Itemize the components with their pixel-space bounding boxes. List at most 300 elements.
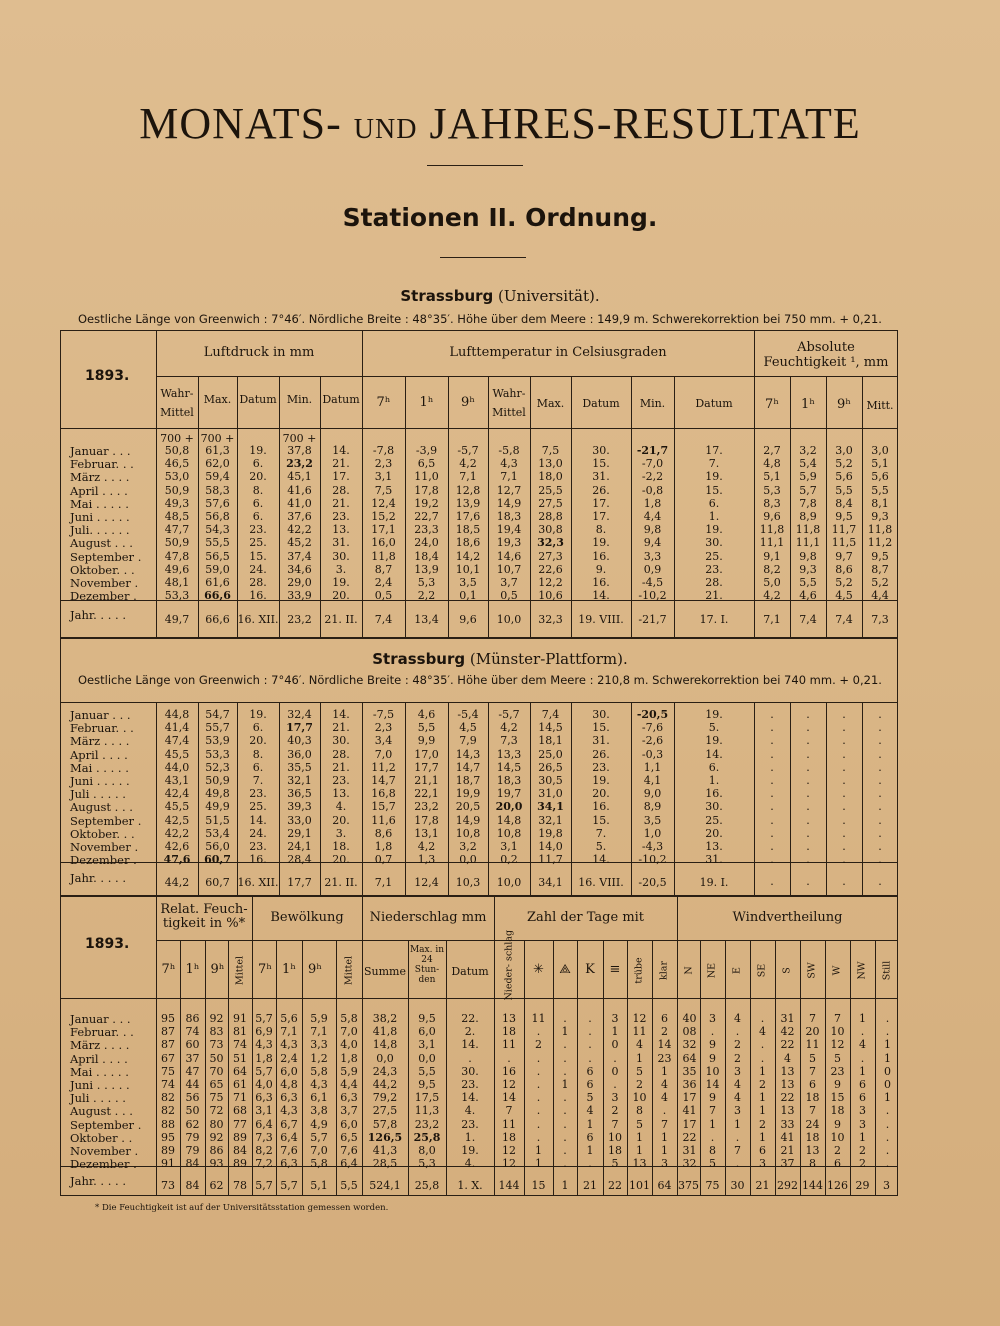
empty-cell: .: [806, 721, 810, 735]
tage-schnee: 11: [531, 1012, 546, 1025]
temp-max: 18,1: [538, 734, 563, 748]
tage-nieder: 7: [505, 1104, 513, 1118]
tage-nieder: 14: [502, 1091, 516, 1105]
tage-nieder: 18: [502, 1025, 516, 1039]
month-label: November .: [70, 840, 139, 854]
relat-mittel: 84: [233, 1144, 247, 1157]
temp-datum-max: 31.: [592, 734, 610, 748]
temp-7h: 2,3: [374, 457, 393, 471]
temp-1h: 17,8: [414, 813, 439, 827]
temp-datum-min: 6.: [708, 760, 720, 774]
temp-datum-max: 14.: [592, 853, 610, 867]
temp-datum-max: 5.: [595, 840, 607, 853]
nied-max: 8,0: [418, 1144, 436, 1157]
nied-datum: 23.: [461, 1117, 479, 1131]
temp-max: 11,7: [538, 853, 563, 867]
tage-hagel: 1: [561, 1025, 569, 1039]
year-value: 64: [657, 1179, 672, 1192]
tage-truebe: 12: [632, 1012, 647, 1025]
wind-w: 12: [830, 1038, 845, 1052]
temp-9h: 7,9: [459, 734, 477, 748]
wind-sw: 13: [805, 1144, 820, 1157]
luftdruck-min: 39,3: [287, 800, 312, 814]
year-value: 73: [161, 1179, 175, 1192]
luftdruck-min: 45,2: [287, 536, 312, 550]
feucht-1h: 9,8: [799, 549, 817, 563]
header-hour: 9ʰ: [210, 962, 225, 977]
tage-nebel: .: [613, 1078, 617, 1091]
bew-1h: 7,1: [280, 1025, 298, 1039]
bew-mittel: 6,0: [340, 1117, 358, 1131]
relat-1h: 84: [185, 1157, 200, 1171]
wind-nw: 6: [859, 1091, 866, 1105]
tage-gewitter: .: [588, 1012, 592, 1025]
bew-mittel: 4,4: [340, 1078, 358, 1091]
bew-mittel: 6,4: [340, 1157, 358, 1171]
temp-1h: 22,7: [414, 510, 439, 523]
temp-max: 18,0: [538, 470, 563, 484]
nied-max: 5,3: [418, 1157, 436, 1171]
luftdruck-wahr: 48,5: [164, 510, 190, 523]
wind-w: 18: [830, 1104, 845, 1118]
year-value: 10,3: [455, 876, 481, 889]
year-value: 62: [209, 1179, 224, 1192]
empty-cell: .: [770, 826, 774, 840]
temp-9h: 20,5: [455, 800, 481, 814]
feucht-9h: 3,0: [835, 444, 853, 457]
temp-9h: 14,3: [455, 747, 481, 761]
wind-ne: .: [710, 1025, 715, 1039]
wind-sw: 11: [805, 1038, 820, 1052]
year-value: 7,4: [374, 613, 393, 626]
luftdruck-max: 49,9: [205, 800, 230, 814]
month-label: Mai . . . . .: [70, 496, 129, 511]
base-700: 700 +: [282, 432, 317, 445]
tage-nieder: 12: [502, 1144, 516, 1157]
temp-datum-min: 7.: [708, 457, 720, 471]
year-value: 16. XII.: [237, 876, 279, 889]
empty-cell: .: [770, 760, 774, 774]
empty-cell: .: [878, 708, 882, 721]
temp-7h: 3,4: [374, 734, 393, 748]
tage-schnee: .: [536, 1064, 541, 1078]
relat-1h: 50: [185, 1104, 200, 1118]
year-value: 5,5: [340, 1179, 358, 1192]
luftdruck-datum-max: 6.: [252, 721, 264, 735]
temp-1h: 4,6: [417, 708, 436, 721]
year-value: 126: [827, 1179, 848, 1192]
feucht-7h: 11,1: [759, 536, 785, 550]
temp-1h: 18,4: [414, 549, 439, 563]
luftdruck-max: 53,9: [205, 734, 230, 748]
wind-st: .: [885, 1025, 890, 1039]
temp-7h: 12,4: [371, 496, 396, 510]
relat-9h: 73: [209, 1038, 224, 1052]
tage-truebe: 5: [636, 1117, 643, 1131]
wind-ne: 14: [705, 1078, 720, 1091]
feucht-7h: 9,1: [763, 549, 781, 563]
relat-9h: 72: [209, 1104, 224, 1118]
tage-gewitter: 6: [586, 1064, 594, 1078]
luftdruck-max: 54,3: [205, 523, 230, 537]
luftdruck-datum-max: 6.: [252, 510, 264, 523]
nied-max: 9,5: [418, 1078, 436, 1091]
year-value: 7,1: [374, 876, 393, 889]
feucht-9h: 11,5: [831, 536, 857, 550]
tage-schnee: .: [536, 1130, 541, 1144]
luftdruck-datum-max: 28.: [249, 576, 267, 589]
tage-gewitter: 4: [586, 1104, 594, 1118]
temp-min: -10,2: [638, 853, 667, 867]
nied-datum: 22.: [461, 1012, 479, 1025]
relat-9h: 86: [209, 1144, 224, 1157]
luftdruck-min: 33,9: [287, 589, 312, 603]
year-value: 17,7: [287, 876, 312, 889]
temp-7h: 15,7: [371, 800, 396, 814]
tage-nieder: 12: [502, 1157, 516, 1171]
temp-datum-min: 25.: [705, 549, 723, 563]
header-1h: 1ʰ: [419, 395, 434, 410]
bew-mittel: 5,9: [340, 1064, 358, 1078]
wind-nw: 2: [859, 1157, 866, 1171]
bew-1h: 4,3: [280, 1104, 298, 1118]
empty-cell: .: [770, 840, 774, 853]
wind-st: .: [885, 1144, 890, 1157]
wind-e: 2: [734, 1038, 741, 1052]
base-700: 700 +: [200, 432, 235, 445]
wind-nw: 2: [859, 1144, 866, 1157]
year-value: 7,4: [799, 613, 817, 626]
temp-9h: 3,2: [459, 840, 477, 853]
bew-1h: 4,3: [280, 1038, 298, 1052]
luftdruck-wahr: 53,3: [164, 589, 190, 603]
luftdruck-max: 60,7: [204, 853, 231, 867]
year-value: 84: [185, 1179, 200, 1192]
nied-summe: 41,8: [372, 1025, 398, 1039]
feucht-7h: 11,8: [759, 523, 785, 537]
relat-9h: 50: [209, 1051, 224, 1065]
empty-cell: .: [770, 734, 774, 748]
feucht-1h: 3,2: [799, 444, 817, 457]
temp-wahr: 13,3: [496, 747, 522, 761]
temp-9h: 14,2: [455, 549, 481, 563]
luftdruck-max: 56,0: [205, 840, 230, 853]
feucht-9h: 9,5: [835, 510, 853, 523]
bew-1h: 6,3: [280, 1091, 298, 1105]
luftdruck-wahr: 47,4: [164, 734, 190, 748]
feucht-1h: 8,9: [799, 510, 817, 523]
temp-wahr: 3,7: [500, 576, 518, 589]
wind-s: 41: [780, 1130, 795, 1144]
tage-nebel: 3: [611, 1012, 619, 1025]
header-bewoelkung: Bewölkung: [270, 910, 344, 925]
luftdruck-wahr: 50,8: [164, 444, 190, 457]
base-700: 700 +: [160, 432, 194, 445]
header-wahr-mittel: Wahr- Mittel: [492, 387, 526, 419]
year-value: 17. I.: [699, 613, 729, 626]
wind-se: 1: [759, 1064, 766, 1078]
wind-w: 9: [834, 1078, 841, 1091]
feucht-7h: 4,2: [763, 589, 781, 603]
empty-cell: .: [842, 721, 846, 735]
year-value: 5,7: [255, 1179, 273, 1192]
temp-wahr: -5,8: [498, 444, 520, 457]
bew-7h: 7,2: [255, 1157, 273, 1171]
tage-gewitter: .: [588, 1051, 592, 1065]
nied-datum: 23.: [461, 1078, 479, 1091]
luftdruck-datum-min: 21.: [332, 760, 350, 774]
temp-min: -20,5: [636, 708, 669, 721]
relat-1h: 62: [185, 1117, 200, 1131]
year-value: 10,0: [496, 613, 522, 626]
temp-1h: 17,7: [414, 760, 439, 774]
temp-max: 27,3: [538, 549, 563, 563]
year-value: 21. II.: [324, 613, 358, 626]
tage-nebel: 1: [611, 1025, 619, 1039]
header-wind-n: N: [683, 966, 695, 975]
year-label: Jahr. . . . .: [70, 871, 127, 885]
year-value: 9,6: [459, 613, 477, 626]
nied-max: 6,0: [418, 1025, 436, 1039]
year-value: 60,7: [205, 876, 230, 889]
wind-ne: 10: [705, 1064, 720, 1078]
empty-cell: .: [842, 813, 846, 827]
wind-e: .: [735, 1130, 740, 1144]
empty-cell: .: [878, 747, 882, 761]
wind-w: 7: [834, 1012, 841, 1025]
luftdruck-datum-max: 24.: [249, 826, 267, 840]
empty-cell: .: [770, 875, 774, 888]
year-value: 29: [855, 1179, 870, 1192]
empty-cell: .: [878, 734, 882, 748]
wind-w: 9: [834, 1117, 841, 1131]
month-label: Februar. . .: [70, 721, 134, 736]
luftdruck-datum-max: 14.: [249, 813, 267, 827]
nied-max: 25,8: [413, 1130, 441, 1144]
temp-7h: 11,6: [371, 813, 396, 827]
empty-cell: .: [806, 800, 810, 814]
relat-9h: 93: [209, 1157, 224, 1171]
relat-7h: 89: [161, 1144, 175, 1157]
bew-1h: 2,4: [280, 1051, 298, 1065]
tage-gewitter: 1: [586, 1117, 594, 1131]
bew-1h: 6,4: [280, 1130, 298, 1144]
luftdruck-max: 61,6: [205, 576, 230, 589]
feucht-7h: 5,3: [763, 483, 781, 497]
luftdruck-wahr: 44,0: [164, 760, 190, 774]
tage-hagel: .: [563, 1157, 567, 1171]
year-value: 5,1: [310, 1179, 328, 1192]
wind-n: 08: [682, 1025, 697, 1039]
tage-gewitter: 6: [586, 1078, 594, 1091]
feucht-mitt: 5,2: [871, 576, 889, 589]
temp-7h: 3,1: [374, 470, 393, 484]
temp-max: 19,8: [538, 826, 563, 840]
tage-hagel: .: [563, 1038, 567, 1052]
luftdruck-datum-max: 20.: [249, 734, 267, 748]
wind-s: 37: [780, 1157, 795, 1171]
luftdruck-datum-max: 7.: [252, 774, 264, 787]
bew-9h: 1,2: [310, 1051, 328, 1065]
temp-min: 3,5: [643, 813, 662, 827]
temp-max: 14,5: [538, 721, 563, 735]
feucht-mitt: 9,3: [871, 510, 889, 523]
tage-hagel: 1: [561, 1078, 569, 1091]
year-value: 66,6: [205, 613, 230, 626]
year-value: 30: [730, 1179, 745, 1192]
temp-wahr: 14,5: [496, 760, 522, 774]
relat-9h: 92: [209, 1130, 224, 1144]
wind-s: 31: [780, 1012, 795, 1025]
temp-7h: 15,2: [371, 510, 396, 523]
month-label: April . . . .: [70, 483, 128, 498]
bew-9h: 5,7: [310, 1130, 328, 1144]
temp-datum-max: 15.: [592, 457, 610, 471]
relat-1h: 79: [185, 1144, 200, 1157]
temp-min: 3,3: [643, 549, 662, 563]
nied-datum: .: [468, 1051, 472, 1065]
bew-9h: 4,9: [310, 1117, 328, 1131]
month-label: Oktober. . .: [70, 826, 135, 841]
tage-schnee: .: [536, 1117, 541, 1131]
temp-wahr: 4,2: [500, 721, 518, 735]
luftdruck-datum-min: 19.: [332, 576, 350, 589]
wind-w: 6: [834, 1157, 841, 1171]
empty-cell: .: [878, 853, 882, 867]
luftdruck-datum-max: 20.: [249, 470, 267, 484]
feucht-1h: 5,5: [799, 576, 817, 589]
luftdruck-datum-min: 3.: [335, 562, 347, 576]
temp-wahr: 0,5: [500, 589, 518, 603]
rule-line: [60, 428, 898, 429]
empty-cell: .: [770, 853, 774, 867]
header-niederschlag-tage: Nieder- schlag: [503, 929, 515, 1001]
temp-1h: 5,3: [417, 576, 436, 589]
luftdruck-datum-min: 31.: [332, 536, 350, 550]
tage-gewitter: .: [588, 1038, 592, 1052]
luftdruck-wahr: 47,6: [163, 853, 191, 867]
feucht-mitt: 8,1: [871, 496, 889, 510]
luftdruck-max: 51,5: [205, 813, 230, 827]
wind-nw: 1: [859, 1064, 866, 1078]
luftdruck-wahr: 49,6: [164, 562, 190, 576]
tage-klar: 3: [661, 1157, 668, 1171]
luftdruck-max: 59,0: [205, 562, 230, 576]
empty-cell: .: [806, 853, 810, 867]
wind-w: 10: [830, 1130, 845, 1144]
temp-9h: 7,1: [459, 470, 477, 484]
temp-wahr: 14,9: [496, 496, 522, 510]
year-label: Jahr. . . . .: [70, 608, 127, 622]
empty-cell: .: [770, 800, 774, 814]
month-label: August . . .: [70, 1104, 133, 1119]
page-subtitle: Stationen II. Ordnung.: [342, 203, 658, 232]
luftdruck-datum-max: 16.: [249, 853, 267, 867]
wind-sw: 7: [809, 1064, 816, 1078]
feucht-1h: 4,6: [799, 589, 817, 603]
temp-datum-min: 5.: [708, 721, 720, 735]
month-label: März . . . .: [70, 470, 130, 485]
month-label: Dezember .: [70, 1157, 137, 1172]
luftdruck-datum-max: 6.: [252, 457, 264, 471]
wind-s: 22: [780, 1091, 795, 1105]
tage-nebel: 3: [611, 1091, 619, 1105]
relat-mittel: 61: [233, 1078, 247, 1091]
wind-n: 64: [682, 1051, 697, 1065]
luftdruck-datum-max: 24.: [249, 562, 267, 576]
luftdruck-max: 49,8: [205, 787, 230, 801]
bew-1h: 6,0: [280, 1064, 298, 1078]
relat-mittel: 89: [233, 1157, 247, 1171]
nied-max: 23,2: [414, 1117, 440, 1131]
rule-line: [156, 376, 754, 377]
month-label: Juni . . . . .: [70, 1078, 130, 1092]
temp-datum-max: 17.: [592, 510, 610, 523]
feucht-9h: 5,2: [835, 576, 853, 589]
feucht-mitt: 5,5: [871, 483, 889, 497]
month-label: Dezember .: [70, 853, 137, 868]
year-value: 7,4: [835, 613, 853, 626]
luftdruck-max: 66,6: [204, 589, 231, 603]
bew-9h: 3,3: [310, 1038, 328, 1052]
luftdruck-datum-min: 21.: [332, 457, 350, 471]
wind-sw: 18: [805, 1130, 820, 1144]
wind-e: 3: [734, 1064, 741, 1078]
wind-st: 0: [884, 1078, 891, 1091]
temp-wahr: 10,8: [496, 826, 522, 840]
year-value: 16. VIII.: [578, 876, 624, 889]
feucht-7h: 5,0: [763, 576, 781, 589]
luftdruck-min: 37,4: [287, 549, 312, 563]
tage-schnee: .: [536, 1091, 541, 1105]
tage-klar: 1: [661, 1144, 668, 1157]
wind-nw: 4: [859, 1038, 866, 1052]
bew-1h: 4,8: [280, 1078, 298, 1091]
header-wind-ne: NE: [706, 962, 718, 979]
empty-cell: .: [806, 734, 810, 748]
temp-7h: 1,8: [374, 840, 393, 853]
nied-datum: 19.: [461, 1144, 479, 1157]
wind-st: .: [885, 1104, 890, 1118]
header-niederschlag: Niederschlag mm: [369, 910, 487, 925]
nied-summe: 28,5: [372, 1157, 398, 1171]
wind-e: 1: [734, 1117, 741, 1131]
tage-nieder: 11: [502, 1117, 516, 1131]
header-wind-se: SE: [756, 963, 768, 978]
header-hour: 1ʰ: [185, 962, 200, 977]
bew-7h: 5,7: [255, 1064, 273, 1078]
wind-nw: 6: [859, 1078, 866, 1091]
luftdruck-max: 56,5: [205, 549, 230, 563]
luftdruck-min: 23,2: [286, 457, 313, 471]
bew-9h: 5,8: [310, 1157, 328, 1171]
empty-cell: .: [842, 800, 846, 814]
year-value: 144: [802, 1179, 823, 1192]
luftdruck-min: 32,4: [287, 708, 312, 721]
nied-summe: 126,5: [367, 1130, 403, 1144]
tage-truebe: 13: [632, 1157, 647, 1171]
luftdruck-wahr: 47,7: [164, 523, 190, 537]
wind-s: 13: [780, 1104, 795, 1118]
temp-max: 10,6: [538, 589, 563, 603]
wind-se: 2: [759, 1078, 766, 1091]
tage-gewitter: 5: [586, 1091, 594, 1105]
temp-1h: 4,2: [417, 840, 436, 853]
bew-mittel: 1,8: [340, 1051, 358, 1065]
temp-datum-max: 17.: [592, 496, 610, 510]
empty-cell: .: [806, 840, 810, 853]
relat-mittel: 68: [233, 1104, 247, 1118]
